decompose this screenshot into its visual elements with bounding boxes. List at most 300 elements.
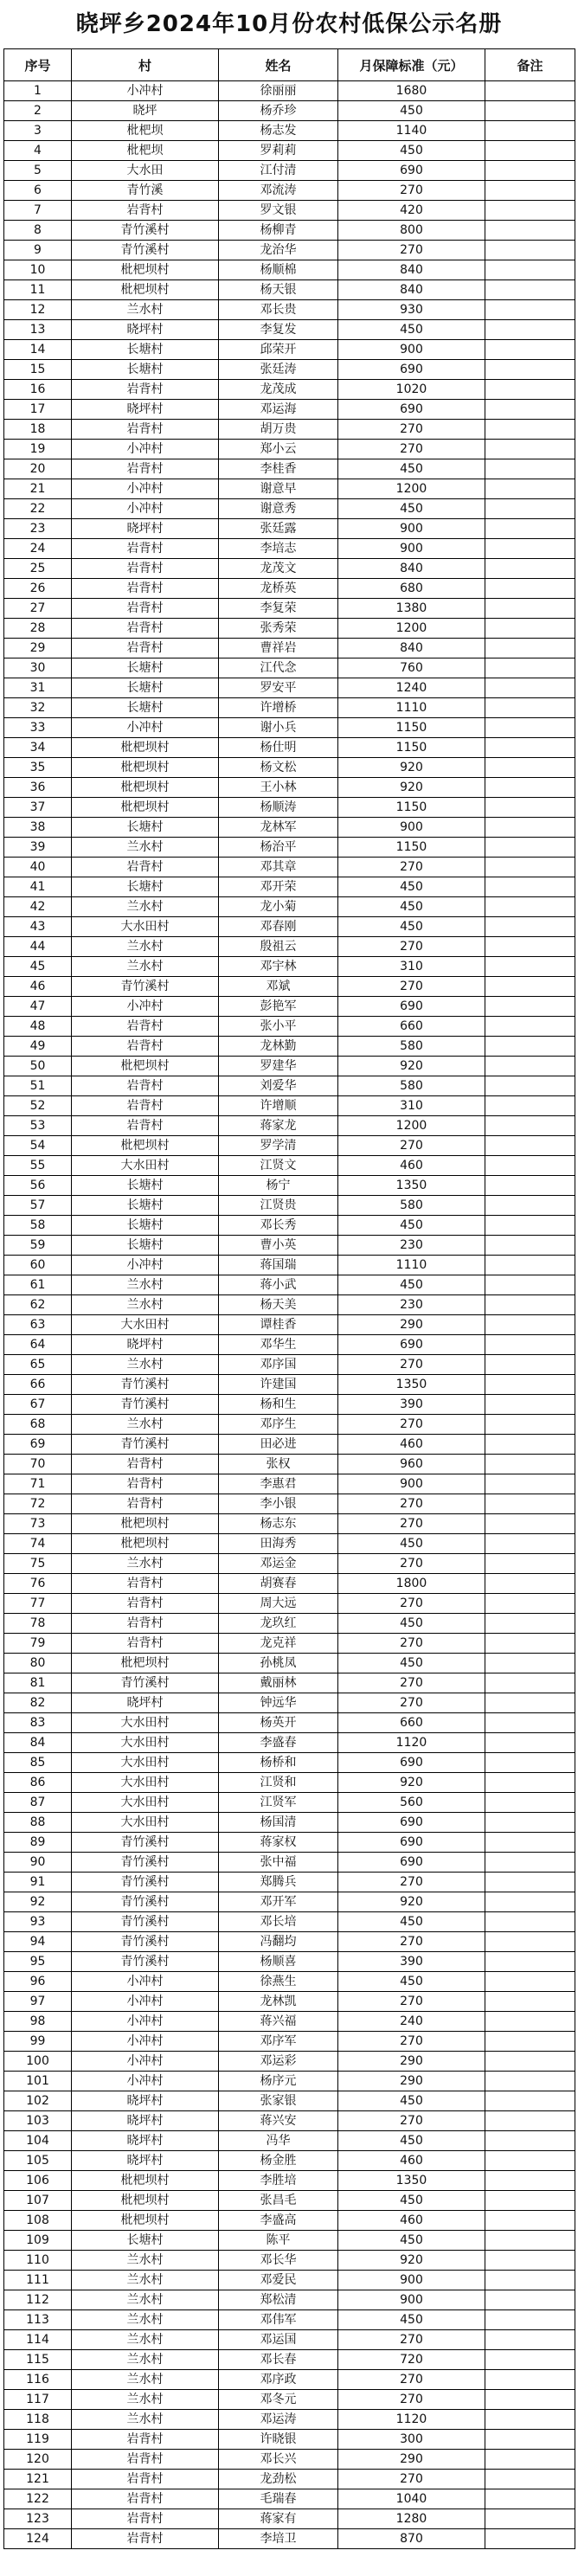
cell-village: 枇杷坝村 xyxy=(72,738,219,758)
table-row xyxy=(4,1335,575,1355)
cell-remarks xyxy=(485,479,575,499)
cell-name: 张廷涛 xyxy=(219,360,338,380)
cell-village: 长塘村 xyxy=(72,1176,219,1196)
cell-name: 邓开荣 xyxy=(219,877,338,897)
cell-name: 戴丽林 xyxy=(219,1673,338,1693)
cell-remarks xyxy=(485,1594,575,1614)
cell-village: 大水田村 xyxy=(72,1793,219,1813)
cell-monthly-standard: 1680 xyxy=(338,81,485,101)
cell-remarks xyxy=(485,280,575,300)
cell-monthly-standard: 310 xyxy=(338,957,485,977)
cell-village: 兰水村 xyxy=(72,957,219,977)
cell-monthly-standard: 270 xyxy=(338,858,485,877)
cell-village: 大水田 xyxy=(72,161,219,181)
cell-village: 枇杷坝村 xyxy=(72,1534,219,1554)
cell-index: 88 xyxy=(4,1813,72,1833)
cell-index: 11 xyxy=(4,280,72,300)
cell-village: 晓坪村 xyxy=(72,2151,219,2171)
table-row xyxy=(4,340,575,360)
cell-village: 青竹溪村 xyxy=(72,977,219,997)
cell-monthly-standard: 270 xyxy=(338,1554,485,1574)
cell-remarks xyxy=(485,599,575,619)
cell-monthly-standard: 560 xyxy=(338,1793,485,1813)
cell-village: 岩背村 xyxy=(72,619,219,639)
header-village: 村 xyxy=(72,49,219,81)
cell-name: 邓斌 xyxy=(219,977,338,997)
table-row xyxy=(4,2509,575,2529)
cell-monthly-standard: 270 xyxy=(338,1415,485,1435)
cell-monthly-standard: 660 xyxy=(338,1017,485,1037)
cell-name: 邓爱民 xyxy=(219,2271,338,2290)
cell-village: 小冲村 xyxy=(72,1992,219,2012)
cell-village: 青竹溪村 xyxy=(72,1435,219,1455)
cell-village: 枇杷坝村 xyxy=(72,778,219,798)
cell-name: 龙茂文 xyxy=(219,559,338,579)
cell-remarks xyxy=(485,300,575,320)
cell-index: 85 xyxy=(4,1753,72,1773)
cell-index: 105 xyxy=(4,2151,72,2171)
cell-name: 邓长贵 xyxy=(219,300,338,320)
cell-name: 龙林军 xyxy=(219,818,338,838)
cell-monthly-standard: 1150 xyxy=(338,838,485,858)
cell-name: 蒋小武 xyxy=(219,1275,338,1295)
cell-remarks xyxy=(485,2430,575,2450)
cell-remarks xyxy=(485,320,575,340)
cell-remarks xyxy=(485,2171,575,2191)
header-remarks: 备注 xyxy=(485,49,575,81)
table-row xyxy=(4,2191,575,2211)
cell-village: 岩背村 xyxy=(72,2509,219,2529)
cell-name: 徐燕生 xyxy=(219,1972,338,1992)
cell-remarks xyxy=(485,81,575,101)
cell-name: 张中福 xyxy=(219,1853,338,1873)
cell-remarks xyxy=(485,1275,575,1295)
cell-village: 岩背村 xyxy=(72,1634,219,1654)
cell-village: 小冲村 xyxy=(72,997,219,1017)
cell-remarks xyxy=(485,1773,575,1793)
cell-village: 大水田村 xyxy=(72,917,219,937)
cell-remarks xyxy=(485,1176,575,1196)
cell-name: 冯翻均 xyxy=(219,1932,338,1952)
cell-remarks xyxy=(485,1992,575,2012)
cell-remarks xyxy=(485,2251,575,2271)
cell-remarks xyxy=(485,2072,575,2091)
table-row xyxy=(4,320,575,340)
cell-monthly-standard: 270 xyxy=(338,1494,485,1514)
cell-monthly-standard: 450 xyxy=(338,1912,485,1932)
table-row xyxy=(4,1494,575,1514)
cell-monthly-standard: 1110 xyxy=(338,698,485,718)
cell-remarks xyxy=(485,2131,575,2151)
cell-village: 长塘村 xyxy=(72,340,219,360)
cell-name: 谭桂香 xyxy=(219,1315,338,1335)
cell-index: 27 xyxy=(4,599,72,619)
cell-index: 49 xyxy=(4,1037,72,1057)
cell-name: 龙克祥 xyxy=(219,1634,338,1654)
cell-index: 112 xyxy=(4,2290,72,2310)
table-row xyxy=(4,838,575,858)
cell-remarks xyxy=(485,1375,575,1395)
cell-monthly-standard: 840 xyxy=(338,639,485,658)
cell-monthly-standard: 1110 xyxy=(338,1256,485,1275)
cell-remarks xyxy=(485,1892,575,1912)
cell-name: 彭艳军 xyxy=(219,997,338,1017)
cell-village: 枇杷坝 xyxy=(72,141,219,161)
cell-monthly-standard: 690 xyxy=(338,400,485,420)
cell-remarks xyxy=(485,1932,575,1952)
cell-remarks xyxy=(485,2012,575,2032)
table-row xyxy=(4,738,575,758)
cell-index: 76 xyxy=(4,1574,72,1594)
cell-name: 蒋兴安 xyxy=(219,2111,338,2131)
cell-index: 41 xyxy=(4,877,72,897)
cell-index: 46 xyxy=(4,977,72,997)
cell-monthly-standard: 390 xyxy=(338,1395,485,1415)
table-row xyxy=(4,1474,575,1494)
cell-index: 21 xyxy=(4,479,72,499)
table-row xyxy=(4,300,575,320)
table-row xyxy=(4,897,575,917)
cell-village: 晓坪村 xyxy=(72,2131,219,2151)
cell-remarks xyxy=(485,1654,575,1673)
cell-village: 青竹溪村 xyxy=(72,1892,219,1912)
cell-index: 74 xyxy=(4,1534,72,1554)
table-row xyxy=(4,877,575,897)
cell-index: 116 xyxy=(4,2370,72,2390)
table-row xyxy=(4,1076,575,1096)
cell-index: 110 xyxy=(4,2251,72,2271)
cell-name: 罗学清 xyxy=(219,1136,338,1156)
cell-monthly-standard: 580 xyxy=(338,1076,485,1096)
cell-remarks xyxy=(485,639,575,658)
table-row xyxy=(4,1813,575,1833)
cell-remarks xyxy=(485,1395,575,1415)
table-row xyxy=(4,2072,575,2091)
table-row xyxy=(4,101,575,121)
cell-index: 118 xyxy=(4,2410,72,2430)
cell-remarks xyxy=(485,619,575,639)
cell-village: 小冲村 xyxy=(72,81,219,101)
cell-village: 岩背村 xyxy=(72,2489,219,2509)
cell-name: 陈平 xyxy=(219,2231,338,2251)
cell-village: 岩背村 xyxy=(72,1574,219,1594)
cell-name: 邱荣开 xyxy=(219,340,338,360)
cell-remarks xyxy=(485,1912,575,1932)
cell-index: 66 xyxy=(4,1375,72,1395)
cell-remarks xyxy=(485,877,575,897)
cell-monthly-standard: 580 xyxy=(338,1037,485,1057)
cell-village: 枇杷坝村 xyxy=(72,798,219,818)
cell-name: 李盛高 xyxy=(219,2211,338,2231)
cell-village: 枇杷坝村 xyxy=(72,280,219,300)
cell-monthly-standard: 270 xyxy=(338,1634,485,1654)
cell-name: 谢意秀 xyxy=(219,499,338,519)
cell-name: 张昌毛 xyxy=(219,2191,338,2211)
cell-monthly-standard: 390 xyxy=(338,1952,485,1972)
cell-village: 大水田村 xyxy=(72,1733,219,1753)
cell-monthly-standard: 900 xyxy=(338,2271,485,2290)
cell-monthly-standard: 460 xyxy=(338,2151,485,2171)
cell-index: 71 xyxy=(4,1474,72,1494)
table-row xyxy=(4,1972,575,1992)
cell-monthly-standard: 270 xyxy=(338,1873,485,1892)
cell-village: 青竹溪村 xyxy=(72,241,219,260)
table-row xyxy=(4,1216,575,1236)
cell-index: 54 xyxy=(4,1136,72,1156)
cell-village: 枇杷坝村 xyxy=(72,1514,219,1534)
cell-remarks xyxy=(485,380,575,400)
cell-monthly-standard: 230 xyxy=(338,1236,485,1256)
cell-name: 罗建华 xyxy=(219,1057,338,1076)
cell-remarks xyxy=(485,2032,575,2052)
cell-village: 兰水村 xyxy=(72,2410,219,2430)
table-row xyxy=(4,639,575,658)
cell-name: 田海秀 xyxy=(219,1534,338,1554)
cell-remarks xyxy=(485,1673,575,1693)
cell-monthly-standard: 1120 xyxy=(338,1733,485,1753)
cell-monthly-standard: 1350 xyxy=(338,1375,485,1395)
cell-name: 龙桥英 xyxy=(219,579,338,599)
table-row xyxy=(4,161,575,181)
cell-name: 杨宁 xyxy=(219,1176,338,1196)
cell-index: 45 xyxy=(4,957,72,977)
cell-remarks xyxy=(485,559,575,579)
cell-village: 兰水村 xyxy=(72,1295,219,1315)
cell-monthly-standard: 870 xyxy=(338,2529,485,2549)
cell-monthly-standard: 920 xyxy=(338,758,485,778)
cell-index: 38 xyxy=(4,818,72,838)
table-row xyxy=(4,2529,575,2549)
cell-monthly-standard: 450 xyxy=(338,1534,485,1554)
cell-name: 李盛春 xyxy=(219,1733,338,1753)
cell-monthly-standard: 580 xyxy=(338,1196,485,1216)
cell-monthly-standard: 450 xyxy=(338,1972,485,1992)
table-row xyxy=(4,2330,575,2350)
cell-remarks xyxy=(485,698,575,718)
cell-remarks xyxy=(485,1554,575,1574)
cell-name: 张家银 xyxy=(219,2091,338,2111)
cell-remarks xyxy=(485,420,575,440)
cell-name: 杨顺涛 xyxy=(219,798,338,818)
table-row xyxy=(4,1853,575,1873)
cell-village: 岩背村 xyxy=(72,1494,219,1514)
header-monthly-standard: 月保障标准（元） xyxy=(338,49,485,81)
cell-index: 104 xyxy=(4,2131,72,2151)
cell-village: 兰水村 xyxy=(72,2271,219,2290)
table-row xyxy=(4,798,575,818)
table-row xyxy=(4,1992,575,2012)
table-row xyxy=(4,459,575,479)
cell-monthly-standard: 900 xyxy=(338,1474,485,1494)
cell-remarks xyxy=(485,718,575,738)
cell-index: 122 xyxy=(4,2489,72,2509)
cell-village: 岩背村 xyxy=(72,579,219,599)
cell-monthly-standard: 270 xyxy=(338,977,485,997)
cell-remarks xyxy=(485,1295,575,1315)
cell-index: 58 xyxy=(4,1216,72,1236)
cell-remarks xyxy=(485,2290,575,2310)
cell-monthly-standard: 1350 xyxy=(338,1176,485,1196)
cell-monthly-standard: 270 xyxy=(338,1355,485,1375)
cell-village: 枇杷坝村 xyxy=(72,1057,219,1076)
cell-index: 70 xyxy=(4,1455,72,1474)
table-body xyxy=(4,81,575,2549)
cell-village: 岩背村 xyxy=(72,1076,219,1096)
table-row xyxy=(4,1017,575,1037)
cell-index: 61 xyxy=(4,1275,72,1295)
cell-name: 李惠君 xyxy=(219,1474,338,1494)
cell-monthly-standard: 690 xyxy=(338,161,485,181)
cell-monthly-standard: 840 xyxy=(338,260,485,280)
cell-village: 青竹溪村 xyxy=(72,1932,219,1952)
cell-village: 晓坪村 xyxy=(72,2091,219,2111)
table-row xyxy=(4,280,575,300)
table-row xyxy=(4,1096,575,1116)
cell-name: 龙玖红 xyxy=(219,1614,338,1634)
table-row xyxy=(4,2251,575,2271)
cell-index: 1 xyxy=(4,81,72,101)
cell-index: 60 xyxy=(4,1256,72,1275)
cell-village: 晓坪 xyxy=(72,101,219,121)
cell-village: 兰水村 xyxy=(72,300,219,320)
cell-index: 65 xyxy=(4,1355,72,1375)
cell-village: 青竹溪村 xyxy=(72,1873,219,1892)
cell-remarks xyxy=(485,2310,575,2330)
table-row xyxy=(4,1713,575,1733)
cell-remarks xyxy=(485,2509,575,2529)
cell-index: 43 xyxy=(4,917,72,937)
table-row xyxy=(4,2489,575,2509)
cell-remarks xyxy=(485,1733,575,1753)
table-row xyxy=(4,2430,575,2450)
cell-village: 兰水村 xyxy=(72,1554,219,1574)
table-header-row xyxy=(4,49,575,81)
cell-name: 孙桃凤 xyxy=(219,1654,338,1673)
cell-monthly-standard: 450 xyxy=(338,459,485,479)
cell-village: 大水田村 xyxy=(72,1156,219,1176)
table-row xyxy=(4,1116,575,1136)
cell-name: 罗安平 xyxy=(219,678,338,698)
table-row xyxy=(4,479,575,499)
cell-index: 42 xyxy=(4,897,72,917)
table-row xyxy=(4,1733,575,1753)
cell-index: 14 xyxy=(4,340,72,360)
cell-village: 小冲村 xyxy=(72,2012,219,2032)
table-row xyxy=(4,2370,575,2390)
table-row xyxy=(4,400,575,420)
cell-remarks xyxy=(485,678,575,698)
cell-remarks xyxy=(485,2410,575,2430)
cell-name: 邓流涛 xyxy=(219,181,338,201)
table-row xyxy=(4,1693,575,1713)
table-row xyxy=(4,260,575,280)
cell-index: 96 xyxy=(4,1972,72,1992)
table-row xyxy=(4,1196,575,1216)
table-row xyxy=(4,977,575,997)
cell-remarks xyxy=(485,1196,575,1216)
cell-remarks xyxy=(485,161,575,181)
cell-village: 枇杷坝村 xyxy=(72,2191,219,2211)
cell-name: 邓华生 xyxy=(219,1335,338,1355)
cell-name: 冯华 xyxy=(219,2131,338,2151)
cell-monthly-standard: 450 xyxy=(338,2191,485,2211)
table-row xyxy=(4,2052,575,2072)
table-row xyxy=(4,2211,575,2231)
cell-index: 22 xyxy=(4,499,72,519)
cell-index: 23 xyxy=(4,519,72,539)
cell-name: 郑小云 xyxy=(219,440,338,459)
cell-index: 67 xyxy=(4,1395,72,1415)
cell-village: 岩背村 xyxy=(72,201,219,221)
cell-remarks xyxy=(485,1057,575,1076)
cell-name: 邓序军 xyxy=(219,2032,338,2052)
cell-index: 25 xyxy=(4,559,72,579)
cell-monthly-standard: 800 xyxy=(338,221,485,241)
cell-index: 113 xyxy=(4,2310,72,2330)
cell-index: 95 xyxy=(4,1952,72,1972)
cell-monthly-standard: 450 xyxy=(338,320,485,340)
cell-name: 龙茂成 xyxy=(219,380,338,400)
table-row xyxy=(4,499,575,519)
cell-monthly-standard: 900 xyxy=(338,539,485,559)
cell-index: 20 xyxy=(4,459,72,479)
table-row xyxy=(4,1873,575,1892)
cell-monthly-standard: 270 xyxy=(338,1514,485,1534)
cell-monthly-standard: 300 xyxy=(338,2430,485,2450)
cell-name: 邓序政 xyxy=(219,2370,338,2390)
table-row xyxy=(4,1415,575,1435)
cell-village: 兰水村 xyxy=(72,2390,219,2410)
cell-name: 邓序国 xyxy=(219,1355,338,1375)
cell-name: 杨柳青 xyxy=(219,221,338,241)
cell-index: 73 xyxy=(4,1514,72,1534)
cell-index: 48 xyxy=(4,1017,72,1037)
cell-village: 大水田村 xyxy=(72,1813,219,1833)
cell-name: 邓长秀 xyxy=(219,1216,338,1236)
table-row xyxy=(4,1037,575,1057)
cell-name: 张秀荣 xyxy=(219,619,338,639)
cell-remarks xyxy=(485,1793,575,1813)
cell-monthly-standard: 1150 xyxy=(338,798,485,818)
cell-monthly-standard: 1280 xyxy=(338,2509,485,2529)
cell-index: 19 xyxy=(4,440,72,459)
cell-index: 101 xyxy=(4,2072,72,2091)
cell-monthly-standard: 1380 xyxy=(338,599,485,619)
cell-name: 蒋家权 xyxy=(219,1833,338,1853)
table-row xyxy=(4,957,575,977)
cell-village: 岩背村 xyxy=(72,858,219,877)
cell-monthly-standard: 1020 xyxy=(338,380,485,400)
cell-village: 大水田村 xyxy=(72,1773,219,1793)
table-row xyxy=(4,1634,575,1654)
cell-index: 30 xyxy=(4,658,72,678)
table-row xyxy=(4,758,575,778)
table-row xyxy=(4,1892,575,1912)
cell-remarks xyxy=(485,141,575,161)
cell-index: 33 xyxy=(4,718,72,738)
cell-village: 岩背村 xyxy=(72,420,219,440)
table-row xyxy=(4,1753,575,1773)
cell-monthly-standard: 450 xyxy=(338,897,485,917)
table-row xyxy=(4,141,575,161)
cell-village: 枇杷坝村 xyxy=(72,2211,219,2231)
table-row xyxy=(4,201,575,221)
cell-index: 32 xyxy=(4,698,72,718)
cell-name: 王小林 xyxy=(219,778,338,798)
cell-index: 69 xyxy=(4,1435,72,1455)
cell-monthly-standard: 1040 xyxy=(338,2489,485,2509)
cell-remarks xyxy=(485,778,575,798)
